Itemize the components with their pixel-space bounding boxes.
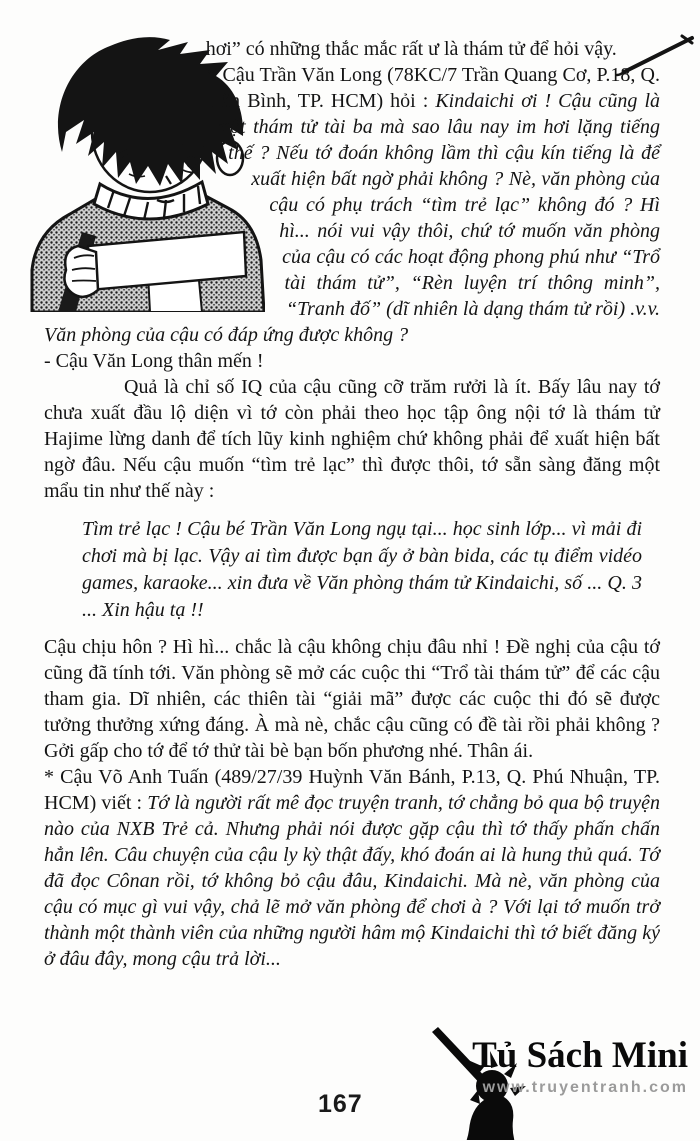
letter1-address: * Cậu Trần Văn Long (78KC/7 Trần Quang Cơ, P.18, Q. Tân Bình, TP. HCM) hỏi :: [207, 64, 660, 112]
letter2-address: * Cậu Võ Anh Tuấn (489/27/39 Huỳnh Văn Bánh, P.13, Q. Phú Nhuận, TP. HCM) viết :: [44, 766, 660, 814]
publisher-logo: [472, 1034, 688, 1097]
reply-body: Quả là chỉ số IQ của cậu cũng cỡ trăm rưởi là ít. Bấy lâu nay tớ chưa xuất đầu lộ diện vì tớ còn phải theo học tập ông nội tớ là thám tử Hajime lừng danh để tích lũy kinh nghiệm chứ không phải để xuất hiện bất ngờ đâu. Nếu cậu muốn “tìm trẻ lạc” thì được thôi, tớ sẵn sàng đăng một mẩu tin như thế này :: [44, 376, 660, 502]
page-number: 167: [318, 1090, 363, 1118]
letter1-question: Kindaichi ơi ! Cậu cũng là một thám tử tài ba mà sao lâu nay im hơi lặng tiếng thế ? Nếu tớ đoán không lầm thì cậu kín tiếng là để xuất hiện bất ngờ phải không ? Nè, văn phòng của cậu có phụ trách “tìm trẻ lạc” không đó ? Hì hì... nói vui vậy thôi, chứ tớ muốn văn phòng của cậu có các hoạt động phong phú như “Trổ tài thám tử”, “Rèn luyện trí thông minh”, “Tranh đố” (dĩ nhiên là dạng thám tử rồi) .v.v. Văn phòng của cậu có đáp ứng được không ?: [44, 90, 660, 346]
letter2-paragraph: [44, 764, 660, 972]
reply-closing: Cậu chịu hôn ? Hì hì... chắc là cậu không chịu đâu nhỉ ! Đề nghị của cậu tớ cũng đã tính tới. Văn phòng sẽ mở các cuộc thi “Trổ tài thám tử” để các cậu tham gia. Dĩ nhiên, các thiên tài “giải mã” được các cuộc thi đó sẽ được tưởng thưởng xứng đáng. À mà nè, chắc cậu cũng có đề tài rồi phải không ? Gởi gấp cho tớ để tớ thử tài bè bạn bốn phương nhé. Thân ái.: [44, 636, 660, 762]
pen-scratch-mark: [612, 34, 698, 80]
letter2-body: Tớ là người rất mê đọc truyện tranh, tớ chẳng bỏ qua bộ truyện nào của NXB Trẻ cả. Nhưng phải nói được gặp cậu thì tớ thấy phấn chấn hẳn lên. Câu chuyện của cậu ly kỳ thật đấy, khó đoán ai là hung thủ quá. Tớ đã đọc Cônan rồi, tớ không bỏ cậu đâu, Kindaichi. Mà nè, văn phòng của cậu có mục gì vui vậy, chả lẽ mở văn phòng để chơi à ? Với lại tớ muốn trở thành một thành viên của những người hâm mộ Kindaichi thì tớ biết đăng ký ở đâu đây, mong cậu trả lời...: [44, 792, 660, 970]
brand-logo-text: Tủ Sách Mini: [472, 1035, 688, 1076]
lost-child-notice: Tìm trẻ lạc ! Cậu bé Trần Văn Long ngụ tại... học sinh lớp... vì mải đi chơi mà bị lạc. Vậy ai tìm được bạn ấy ở bàn bida, các tụ điểm vidéo games, karaoke... xin đưa về Văn phòng thám tử Kindaichi, số ... Q. 3 ... Xin hậu tạ !!: [82, 518, 642, 621]
website-url: www.truyentranh.com: [482, 1079, 688, 1096]
page-text-column: [44, 36, 660, 972]
intro-text: hơi” có những thắc mắc rất ư là thám tử để hỏi vậy.: [205, 38, 617, 60]
reply-salutation: - Cậu Văn Long thân mến !: [44, 350, 264, 372]
